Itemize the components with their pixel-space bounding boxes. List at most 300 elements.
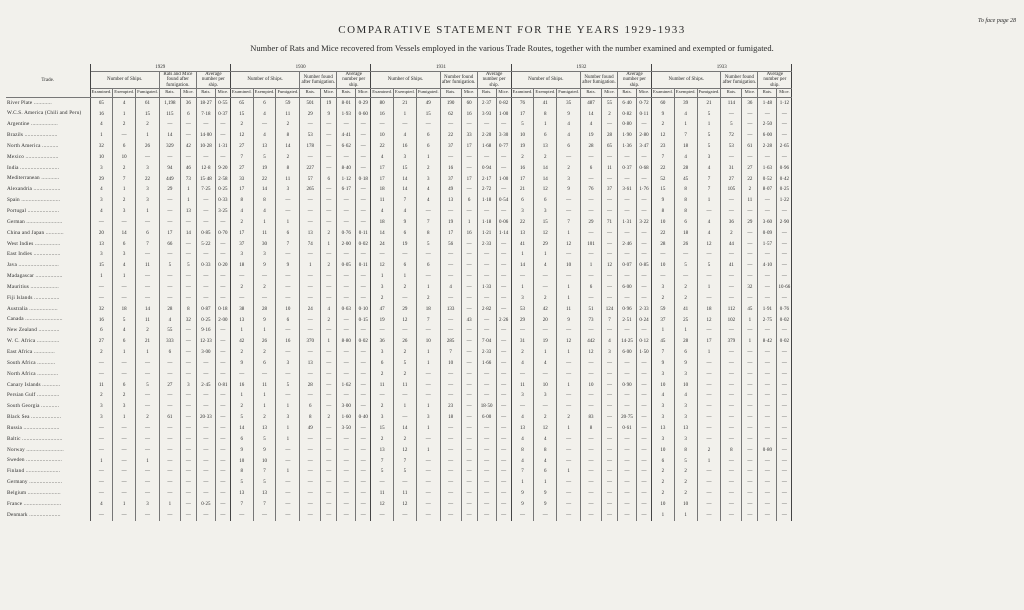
table-cell: 4 [253,109,276,120]
table-cell: 18 [371,185,394,196]
year-header-1933: 1933 [652,64,792,72]
table-cell: — [721,109,742,120]
table-cell: — [581,477,602,488]
trade-route-name: Australia ................... [6,304,90,315]
table-cell: — [180,282,196,293]
table-cell: 4 [602,336,618,347]
table-cell: — [461,391,477,402]
table-cell: 9·20 [215,163,230,174]
table-cell: — [496,488,511,499]
table-cell: 22 [136,174,160,185]
table-cell: 2 [371,434,394,445]
table-cell: — [602,499,618,510]
table-cell: 8 [534,445,557,456]
table-cell: — [496,412,511,423]
exempted-header: Exempted. [534,88,557,97]
table-cell: 0·20 [215,260,230,271]
table-cell: — [581,456,602,467]
table-cell: — [477,510,496,521]
table-cell: — [777,466,792,477]
table-cell: 6 [534,466,557,477]
table-cell: — [758,412,777,423]
table-cell: — [321,141,337,152]
table-cell: 8 [276,130,300,141]
statement-table [6,64,792,521]
table-cell: — [618,477,637,488]
table-cell: — [276,293,300,304]
table-cell: — [394,477,417,488]
table-cell: — [337,217,356,228]
table-cell: 4 [652,391,675,402]
table-cell: — [253,510,276,521]
table-cell: — [159,391,180,402]
table-cell: 12 [371,499,394,510]
table-cell: — [356,141,371,152]
table-cell: 5 [674,260,697,271]
table-cell: — [697,293,721,304]
table-cell: 1 [742,315,758,326]
table-cell: 1·33 [477,282,496,293]
table-cell: — [477,271,496,282]
table-cell: 6 [534,130,557,141]
table-cell: — [356,391,371,402]
table-cell: 2 [321,315,337,326]
table-cell: — [697,271,721,282]
table-cell: 8 [180,304,196,315]
table-cell: 1·21 [477,228,496,239]
trade-route-name: Sweden ........................ [6,456,90,467]
table-cell: 3 [136,195,160,206]
table-cell: — [276,488,300,499]
table-cell: 4 [416,195,440,206]
table-cell: — [461,369,477,380]
table-cell: 178 [300,141,321,152]
table-cell: — [159,477,180,488]
table-cell: 0·33 [215,195,230,206]
table-cell: — [477,250,496,261]
table-cell: — [321,423,337,434]
table-cell: 18·50 [477,401,496,412]
table-cell: — [461,401,477,412]
table-cell: — [416,477,440,488]
table-cell: 27 [159,380,180,391]
table-cell: — [581,195,602,206]
table-cell: — [557,369,581,380]
table-cell: — [356,488,371,499]
table-cell: — [215,152,230,163]
rats-header: Rats. [300,88,321,97]
table-cell: 47 [371,304,394,315]
table-cell: 6 [674,217,697,228]
table-cell: — [557,325,581,336]
table-cell: 4 [440,282,461,293]
table-cell: 53 [511,304,534,315]
avg-rats-header: Rats. [618,88,637,97]
table-cell: 14·25 [618,336,637,347]
table-cell: — [300,195,321,206]
table-cell: — [337,195,356,206]
table-cell: — [180,347,196,358]
table-cell: — [196,358,215,369]
table-cell: 1 [113,347,136,358]
table-cell: 1 [230,391,253,402]
table-cell: — [337,369,356,380]
table-cell: 6 [253,358,276,369]
table-cell: 41 [674,304,697,315]
table-cell: 1·22 [777,195,792,206]
table-cell: — [196,282,215,293]
table-cell: 5·22 [196,239,215,250]
table-cell: — [618,391,637,402]
table-cell: 44 [721,239,742,250]
table-cell: — [136,271,160,282]
table-cell: 370 [300,336,321,347]
table-cell: 12 [697,239,721,250]
table-cell: 4 [674,391,697,402]
table-cell: 4 [321,304,337,315]
table-cell: 2 [276,152,300,163]
table-row [6,250,792,261]
found-header: Number found after fumigation. [300,72,337,89]
year-header-1932: 1932 [511,64,651,72]
table-cell: 36 [180,97,196,108]
ships-header: Number of Ships. [511,72,580,89]
table-cell: — [742,130,758,141]
table-cell: 4 [394,206,417,217]
table-cell: — [136,401,160,412]
table-cell: 28 [674,163,697,174]
table-cell: 19 [581,130,602,141]
ships-header: Number of Ships. [90,72,159,89]
table-cell: — [602,250,618,261]
table-cell: — [440,119,461,130]
table-cell: 1·14 [496,228,511,239]
table-cell: 6·62 [337,141,356,152]
table-cell: 3·93 [477,109,496,120]
table-cell: — [440,206,461,217]
table-cell: 2·46 [618,239,637,250]
table-cell: 1 [416,445,440,456]
table-cell: 19 [253,163,276,174]
table-cell: 3 [276,185,300,196]
table-cell: — [496,358,511,369]
table-cell: 29 [581,217,602,228]
table-cell: 1 [557,228,581,239]
table-cell: — [602,380,618,391]
table-cell: — [90,434,113,445]
year-header-1930: 1930 [230,64,370,72]
table-cell: 19 [440,217,461,228]
table-cell: — [356,217,371,228]
table-cell: 12·33 [196,336,215,347]
table-cell: 45 [652,336,675,347]
table-cell: 0·24 [637,315,652,326]
table-cell: — [180,391,196,402]
table-cell: — [180,499,196,510]
trade-route-name: China and Japan ............ [6,228,90,239]
table-cell: — [742,380,758,391]
table-cell: — [136,488,160,499]
statement-table-body [6,97,792,520]
table-cell: — [180,488,196,499]
table-cell: 2 [557,412,581,423]
table-cell: 1 [697,347,721,358]
table-cell: — [602,401,618,412]
table-cell: — [742,347,758,358]
trade-route-name: South Africa ............ [6,358,90,369]
table-cell: — [602,434,618,445]
table-cell: 3 [371,282,394,293]
table-cell: — [534,510,557,521]
table-cell: 14 [371,228,394,239]
table-cell: 2·00 [337,239,356,250]
table-cell: 6 [416,141,440,152]
table-cell: — [276,499,300,510]
table-cell: 32 [742,282,758,293]
table-cell: 0·76 [337,228,356,239]
fumigated-header: Fumigated. [697,88,721,97]
table-row [6,260,792,271]
table-cell: — [416,380,440,391]
table-cell: — [371,119,394,130]
table-cell: — [321,434,337,445]
table-cell: — [777,488,792,499]
table-cell: 17 [440,228,461,239]
rats-header: Rats. [440,88,461,97]
table-cell: — [477,391,496,402]
table-cell: — [461,423,477,434]
table-cell: — [496,434,511,445]
table-row [6,336,792,347]
table-cell: — [215,423,230,434]
table-cell: 114 [721,97,742,108]
table-cell: — [300,466,321,477]
table-cell: 1 [113,499,136,510]
table-cell: 3·47 [637,141,652,152]
table-cell: — [90,445,113,456]
table-cell: 17 [511,109,534,120]
table-cell: 1 [652,325,675,336]
table-cell: — [777,380,792,391]
table-cell: 2·33 [637,304,652,315]
table-cell: — [159,423,180,434]
trade-route-name: Brazils ...................... [6,130,90,141]
found-header: Number found after fumigation. [581,72,618,89]
table-cell: 1 [276,434,300,445]
table-cell: — [321,195,337,206]
table-cell: — [356,325,371,336]
table-cell: — [777,228,792,239]
table-cell: 2 [253,347,276,358]
table-cell: 0·05 [337,260,356,271]
table-cell: — [321,358,337,369]
table-cell: — [581,250,602,261]
table-cell: 112 [721,304,742,315]
table-cell: 0·42 [777,174,792,185]
table-cell: 0·87 [196,304,215,315]
table-cell: — [758,369,777,380]
table-cell: 83 [581,412,602,423]
table-cell: 1 [557,423,581,434]
table-cell: — [196,466,215,477]
table-cell: — [113,477,136,488]
table-cell: — [742,423,758,434]
table-cell: — [697,358,721,369]
table-cell: — [440,380,461,391]
trade-route-name: India .......................... [6,163,90,174]
table-cell: 16 [394,141,417,152]
table-cell: 13 [253,488,276,499]
table-cell: — [758,271,777,282]
table-cell: 52 [652,174,675,185]
table-cell: — [637,445,652,456]
table-cell: — [461,304,477,315]
table-cell: 20 [534,315,557,326]
table-cell: 4 [159,315,180,326]
table-cell: 2 [113,119,136,130]
table-cell: — [637,152,652,163]
table-cell: — [618,401,637,412]
table-cell: — [113,293,136,304]
table-cell: 9 [557,315,581,326]
table-cell: 124 [602,304,618,315]
table-cell: 10 [674,499,697,510]
trade-route-name: North America ........... [6,141,90,152]
table-cell: 7 [394,456,417,467]
mice-header: Mice. [742,88,758,97]
table-cell: — [637,423,652,434]
table-cell: 6 [511,195,534,206]
table-cell: — [758,401,777,412]
table-cell: — [581,325,602,336]
table-cell: 55 [159,325,180,336]
table-cell: 6 [113,380,136,391]
table-cell: 3 [534,391,557,402]
table-cell: 6·40 [618,97,637,108]
table-cell: — [276,195,300,206]
table-cell: — [113,423,136,434]
table-cell: 27 [90,336,113,347]
table-cell: — [337,119,356,130]
table-cell: 1 [90,271,113,282]
table-cell: — [602,293,618,304]
table-cell: 0·94 [477,163,496,174]
table-cell: 10 [652,380,675,391]
table-cell: 14 [276,141,300,152]
table-cell: — [637,466,652,477]
table-cell: 37 [440,141,461,152]
table-cell: 20·33 [196,412,215,423]
table-cell: — [721,466,742,477]
table-cell: — [758,423,777,434]
table-cell: — [416,271,440,282]
table-cell: 22 [371,141,394,152]
table-cell: 17 [371,174,394,185]
table-cell: 10 [276,304,300,315]
table-cell: 43 [461,315,477,326]
table-cell: 7 [253,499,276,510]
table-cell: 8 [534,109,557,120]
trade-route-name: Alexandria .................. [6,185,90,196]
table-cell: 6 [557,141,581,152]
table-cell: — [557,488,581,499]
table-cell: — [777,456,792,467]
table-cell: 2·80 [637,130,652,141]
exempted-header: Exempted. [113,88,136,97]
table-cell: — [581,206,602,217]
table-cell: — [496,260,511,271]
table-cell: 1·00 [496,174,511,185]
table-cell: — [90,369,113,380]
found-header: Number found after fumigation. [721,72,758,89]
table-cell: — [477,315,496,326]
table-cell: 14 [394,185,417,196]
table-cell: 8·80 [337,336,356,347]
exempted-header: Exempted. [674,88,697,97]
table-cell: — [721,325,742,336]
table-cell: 2 [602,109,618,120]
table-cell: 17 [230,228,253,239]
table-cell: — [637,282,652,293]
trade-route-name: East Africa .............. [6,347,90,358]
table-cell: 5 [697,141,721,152]
table-cell: — [440,369,461,380]
table-cell: 0·80 [618,119,637,130]
table-cell: — [300,293,321,304]
table-cell: 39 [674,97,697,108]
table-cell: 1·36 [618,141,637,152]
table-cell: 4 [511,456,534,467]
table-cell: — [440,271,461,282]
table-cell: 265 [300,185,321,196]
table-cell: 6 [321,174,337,185]
table-cell: 3 [136,499,160,510]
table-cell: 1 [300,260,321,271]
table-cell: — [276,391,300,402]
table-cell: 11 [371,488,394,499]
table-cell: — [300,445,321,456]
table-cell: 2 [230,282,253,293]
table-cell: 3 [113,250,136,261]
table-cell: — [742,271,758,282]
table-cell: 6 [113,336,136,347]
table-cell: — [557,434,581,445]
table-cell: 0·12 [637,336,652,347]
table-cell: — [321,347,337,358]
table-cell: 4 [90,499,113,510]
table-cell: 8 [674,445,697,456]
table-cell: 27 [721,174,742,185]
table-cell: — [618,499,637,510]
table-cell: 1 [416,358,440,369]
table-cell: 23 [440,401,461,412]
table-cell: — [557,401,581,412]
table-cell: 1·90 [618,130,637,141]
table-cell: 11 [253,380,276,391]
table-cell: — [477,466,496,477]
table-cell: — [461,239,477,250]
table-cell: 49 [440,185,461,196]
table-cell: — [136,358,160,369]
table-cell: 6·00 [618,347,637,358]
table-cell: — [461,412,477,423]
table-cell: 61 [136,97,160,108]
table-cell: — [461,185,477,196]
table-cell: 16 [461,228,477,239]
table-cell: — [180,293,196,304]
table-cell: 6 [394,260,417,271]
table-cell: 7 [557,217,581,228]
